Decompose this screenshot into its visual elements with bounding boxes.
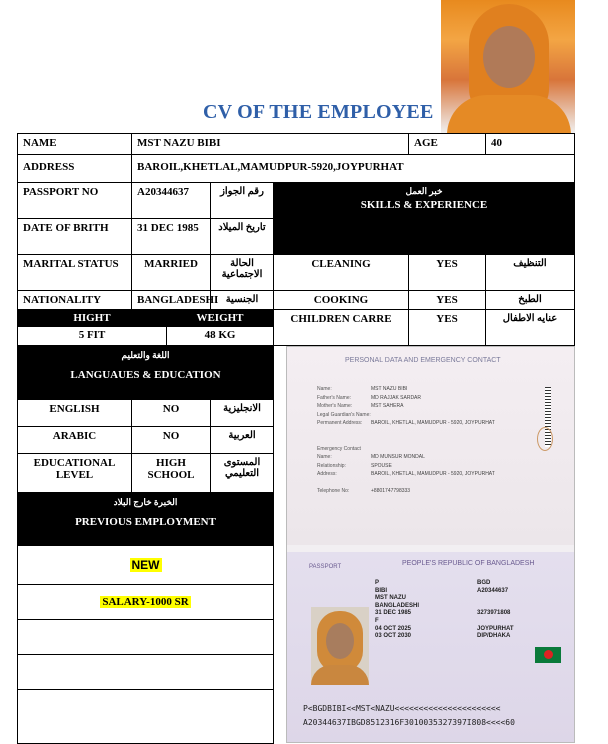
passport-label-ar: رقم الجواز [210, 182, 274, 219]
skills-header-ar: خبر العمل [405, 186, 443, 196]
nationality-label: NATIONALITY [17, 290, 132, 310]
skill-children-ar: عنايه الاطفال [485, 309, 575, 346]
mrz-line-1: P<BGDBIBI<<MST<NAZU<<<<<<<<<<<<<<<<<<<<<< [303, 704, 501, 713]
age-label: AGE [408, 133, 486, 155]
dob-label-ar: تاريخ الميلاد [210, 218, 274, 255]
skill-children-label: CHILDREN CARRE [273, 309, 409, 346]
lang-english-ar: الانجليزية [210, 399, 274, 427]
employee-photo [441, 0, 575, 133]
marital-label-ar: الحالة الاجتماعية [210, 254, 274, 291]
employment-header-ar: الخبرة خارج البلاد [113, 497, 178, 507]
passport-label: PASSPORT [309, 564, 342, 570]
personal-data-header: PERSONAL DATA AND EMERGENCY CONTACT [345, 357, 501, 364]
lang-arabic-ar: العربية [210, 426, 274, 454]
passport-value: A20344637 [131, 182, 211, 219]
salary-cell [17, 584, 274, 620]
skill-children-value: YES [408, 309, 486, 346]
employment-header-text: PREVIOUS EMPLOYMENT [75, 516, 216, 528]
education-label: EDUCATIONAL LEVEL [17, 453, 132, 493]
lang-english-value: NO [131, 399, 211, 427]
lang-arabic-value: NO [131, 426, 211, 454]
employment-status-cell [17, 545, 274, 585]
bangladesh-flag-icon [535, 647, 561, 663]
republic-label: PEOPLE'S REPUBLIC OF BANGLADESH [402, 560, 535, 567]
skill-cooking-label: COOKING [273, 290, 409, 310]
nationality-value: BANGLADESHI [131, 290, 211, 310]
personal-labels: Name: Father's Name: Mother's Name: Legal Guardian's Name: Permanent Address: Emergency Contact Name: Relationship: Address: Telephone No: [317, 386, 371, 494]
skill-cooking-ar: الطبخ [485, 290, 575, 310]
passport-photo [311, 607, 369, 685]
dob-value: 31 DEC 1985 [131, 218, 211, 255]
age-value: 40 [485, 133, 575, 155]
empty-row [17, 689, 274, 744]
passport-scan [286, 346, 575, 743]
skill-cleaning-value: YES [408, 254, 486, 291]
name-label: NAME [17, 133, 132, 155]
education-ar: المستوى التعليمي [210, 453, 274, 493]
address-label: ADDRESS [17, 154, 132, 183]
nationality-label-ar: الجنسية [210, 290, 274, 310]
empty-row [17, 654, 274, 690]
languages-header-ar: اللغة والتعليم [121, 350, 170, 360]
salary: SALARY-1000 SR [102, 596, 189, 608]
passport-page-personal [287, 347, 575, 545]
passport-label: PASSPORT NO [17, 182, 132, 219]
lang-english-label: ENGLISH [17, 399, 132, 427]
skills-header-text: SKILLS & EXPERIENCE [360, 199, 488, 211]
height-value: 5 FIT [17, 326, 167, 346]
skill-cooking-value: YES [408, 290, 486, 310]
employment-status: NEW [131, 558, 160, 572]
personal-values: MST NAZU BIBI MD RAJJAK SARDAR MST SAHERA BAROIL, KHETLAL, MAMUDPUR - 5920, JOYPURHAT MD MUNSUR MONDAL SPOUSE BAROIL, KHETLAL, MAMUDPUR - 5920, JOYPURHAT +8801747798333 [371, 386, 495, 494]
lang-arabic-label: ARABIC [17, 426, 132, 454]
bio-left: P BIBI MST NAZU BANGLADESHI 31 DEC 1985 F 04 OCT 2025 03 OCT 2030 [375, 580, 420, 640]
weight-value: 48 KG [166, 326, 274, 346]
education-value: HIGH SCHOOL [131, 453, 211, 493]
skill-cleaning-label: CLEANING [273, 254, 409, 291]
name-value: MST NAZU BIBI [131, 133, 409, 155]
marital-value: MARRIED [131, 254, 211, 291]
height-label: HIGHT [17, 309, 167, 327]
passport-page-bio [287, 552, 575, 743]
weight-label: WEIGHT [166, 309, 274, 327]
employment-header [17, 492, 274, 546]
skill-cleaning-ar: التنظيف [485, 254, 575, 291]
empty-row [17, 619, 274, 655]
marital-label: MARITAL STATUS [17, 254, 132, 291]
seal-icon [537, 427, 553, 451]
languages-header-text: LANGUAUES & EDUCATION [70, 369, 221, 381]
address-value: BAROIL,KHETLAL,MAMUDPUR-5920,JOYPURHAT [131, 154, 575, 183]
bio-right: BGD A20344637 3273971808 JOYPURHAT DIP/DHAKA [477, 580, 514, 640]
page-title: CV OF THE EMPLOYEE [203, 101, 434, 123]
languages-header [17, 345, 274, 400]
skills-header [273, 182, 575, 255]
mrz-line-2: A20344637IBGD8512316F3010035327397I808<<<<60 [303, 718, 515, 727]
dob-label: DATE OF BRITH [17, 218, 132, 255]
